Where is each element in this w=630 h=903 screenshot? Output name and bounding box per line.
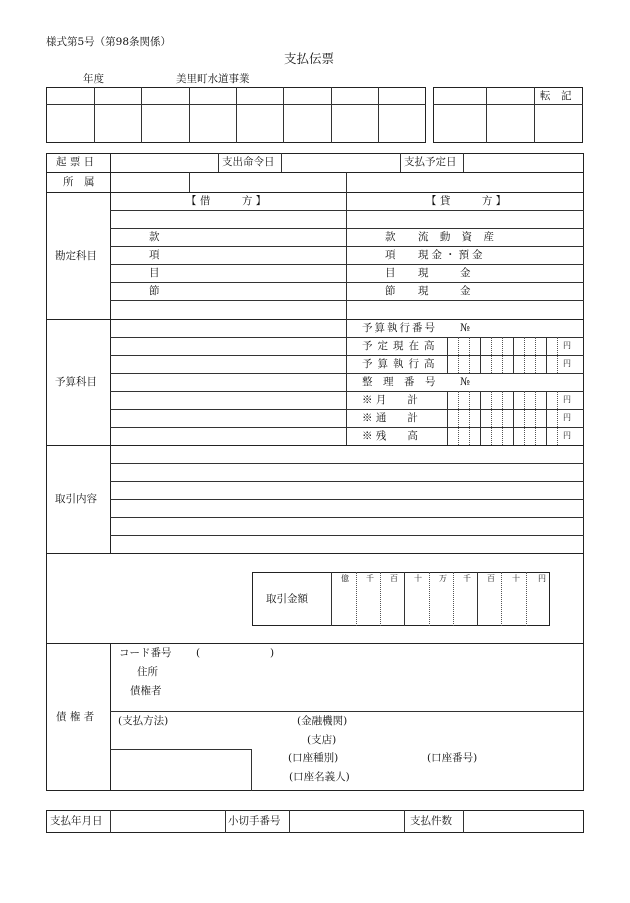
debit-kan: 款	[149, 231, 160, 243]
account-holder-label: (口座名義人)	[289, 771, 350, 783]
credit-kou-value: 現金・預金	[418, 249, 486, 261]
credit-setsu: 節	[385, 285, 396, 297]
credit-header: 【 貸 方 】	[426, 195, 507, 207]
code-close-paren: )	[270, 647, 275, 659]
planned-balance-label: 予定現在高	[362, 340, 440, 352]
form-number: 様式第5号（第98条関係）	[46, 36, 172, 48]
department-label: 所 属	[63, 176, 95, 188]
fiscal-year-label: 年度	[83, 73, 104, 85]
credit-moku: 目	[385, 267, 396, 279]
amount-unit: 十	[414, 574, 422, 583]
check-number-label: 小切手番号	[228, 815, 281, 827]
payment-date-label: 支払年月日	[50, 815, 103, 827]
debit-moku: 目	[149, 267, 160, 279]
credit-setsu-value: 現 金	[418, 285, 471, 297]
payment-method-label: (支払方法)	[118, 715, 169, 727]
credit-kan: 款	[385, 231, 396, 243]
bank-label: (金融機関)	[297, 715, 348, 727]
branch-label: (支店)	[307, 734, 337, 746]
amount-unit: 千	[463, 574, 471, 583]
reference-number-label: 整 理 番 号	[362, 376, 436, 388]
yen-unit: 円	[563, 413, 571, 422]
budget-exec-no-mark: №	[460, 322, 470, 334]
payment-order-date-label: 支出命令日	[222, 156, 275, 168]
draft-date-label: 起 票 日	[56, 156, 95, 168]
posting-label: 転 記	[540, 90, 572, 102]
account-type-label: (口座種別)	[288, 752, 339, 764]
code-open-paren: (	[196, 647, 201, 659]
transaction-section-label: 取引内容	[55, 493, 97, 505]
amount-unit: 千	[366, 574, 374, 583]
executed-amount-label: 予算執行高	[362, 358, 440, 370]
creditor-name-label: 債権者	[130, 685, 162, 697]
amount-unit: 百	[390, 574, 398, 583]
reference-no-mark: №	[460, 376, 470, 388]
amount-unit: 十	[512, 574, 520, 583]
remaining-balance-label: ※ 残 高	[362, 430, 418, 442]
yen-unit: 円	[563, 395, 571, 404]
payment-due-date-label: 支払予定日	[404, 156, 457, 168]
address-label: 住所	[137, 666, 158, 678]
credit-kou: 項	[385, 249, 396, 261]
code-number-label: コード番号	[119, 647, 172, 659]
credit-moku-value: 現 金	[418, 267, 471, 279]
amount-unit: 万	[439, 574, 447, 583]
creditor-section-label: 債 権 者	[56, 711, 95, 723]
payment-count-label: 支払件数	[410, 815, 452, 827]
debit-kou: 項	[149, 249, 160, 261]
business-name: 美里町水道事業	[176, 73, 250, 85]
yen-unit: 円	[563, 341, 571, 350]
debit-header: 【 借 方 】	[186, 195, 267, 207]
account-number-label: (口座番号)	[427, 752, 478, 764]
yen-unit: 円	[563, 359, 571, 368]
amount-unit: 円	[538, 574, 546, 583]
credit-kan-value: 流 動 資 産	[418, 231, 499, 243]
account-section-label: 勘定科目	[55, 250, 97, 262]
transaction-amount-label: 取引金額	[266, 593, 308, 605]
monthly-total-label: ※ 月 計	[362, 394, 418, 406]
cumulative-total-label: ※ 通 計	[362, 412, 418, 424]
yen-unit: 円	[563, 431, 571, 440]
budget-exec-number-label: 予算執行番号	[362, 322, 437, 334]
budget-section-label: 予算科目	[55, 376, 97, 388]
amount-unit: 億	[341, 574, 349, 583]
page-title: 支払伝票	[284, 51, 335, 66]
debit-setsu: 節	[149, 285, 160, 297]
amount-unit: 百	[487, 574, 495, 583]
